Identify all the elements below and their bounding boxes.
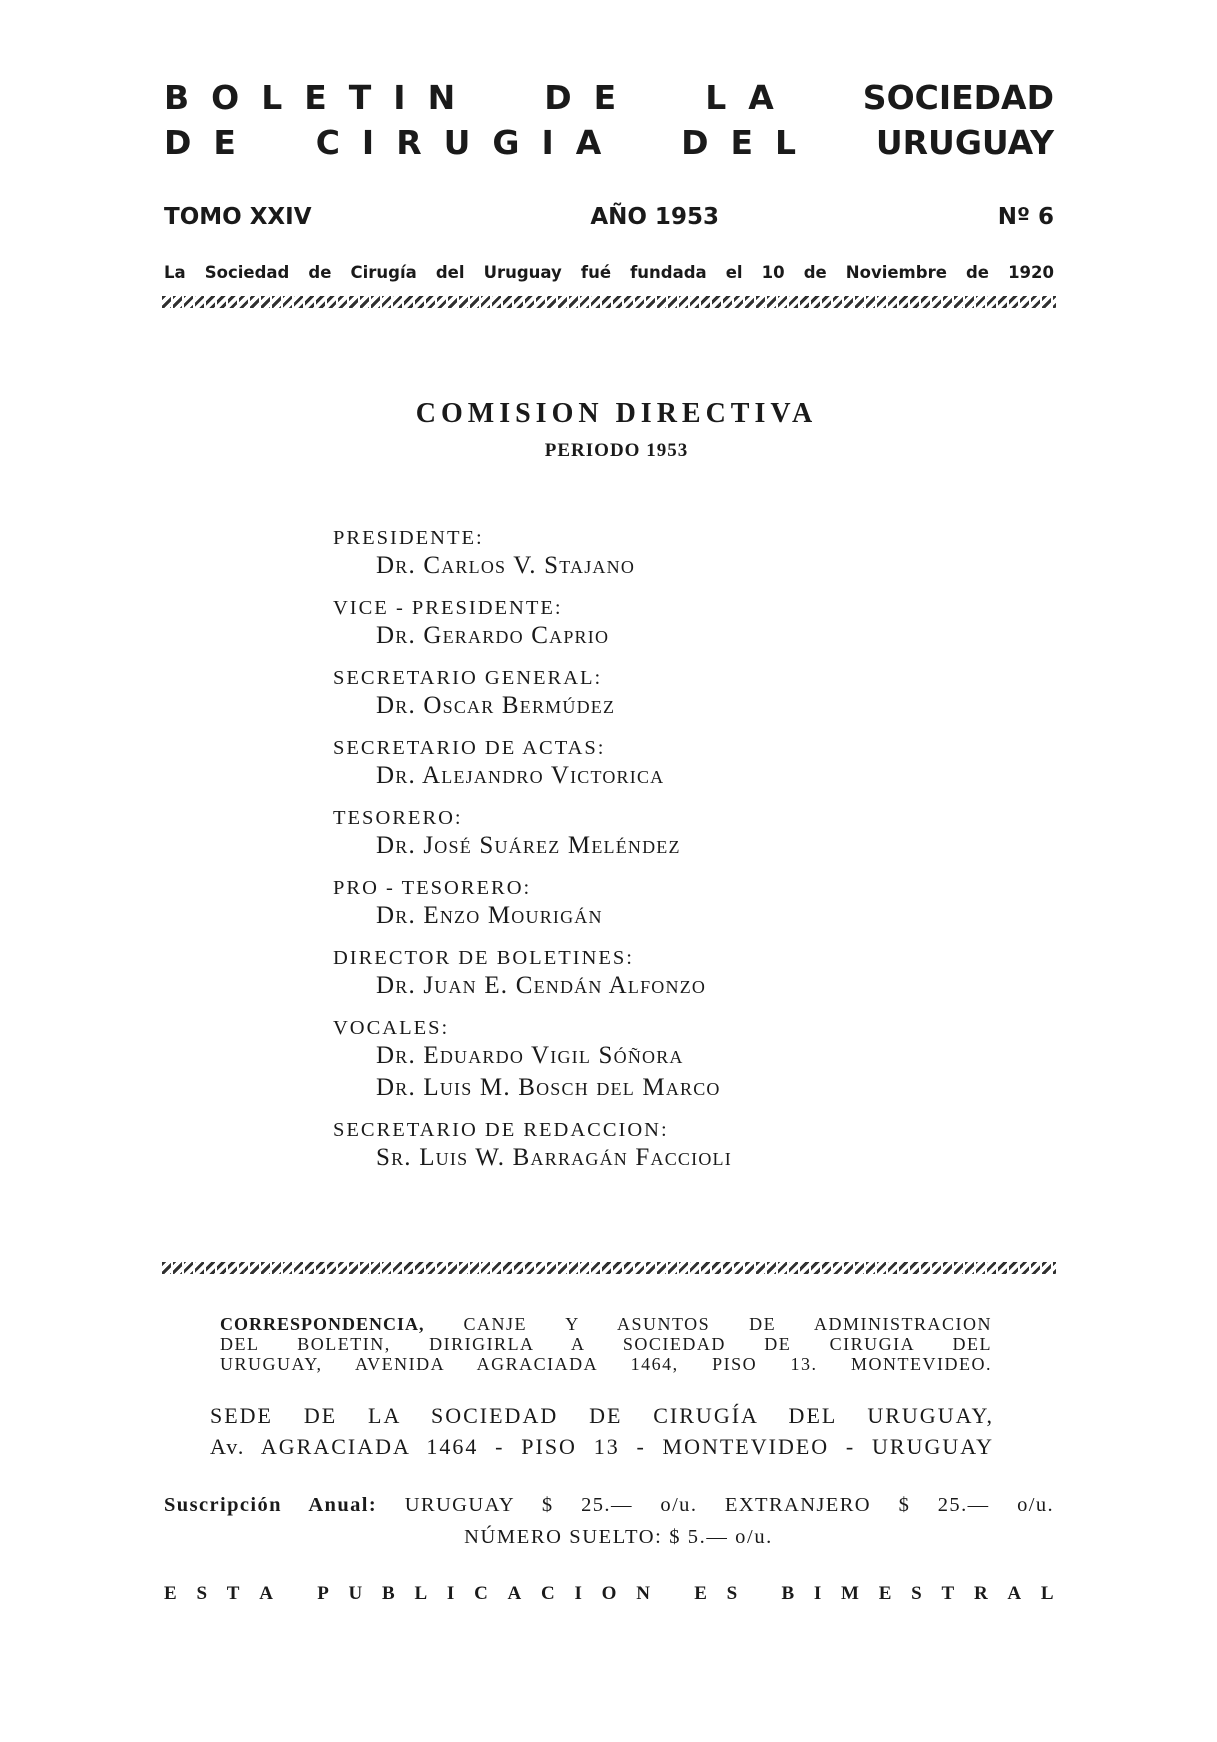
headquarters-address: [210, 1400, 994, 1462]
correspondence-note: [220, 1314, 992, 1374]
correspondence-line-3: URUGUAY, AVENIDA AGRACIADA 1464, PISO 13. MONTEVIDEO.: [220, 1354, 992, 1374]
single-issue-price: NÚMERO SUELTO: $ 5.— o/u.: [464, 1526, 773, 1548]
officer-name: Dr. Carlos V. Stajano: [376, 552, 636, 579]
frequency-letter: P: [317, 1583, 329, 1604]
frequency-letter: B: [781, 1583, 795, 1604]
title-word: DE: [544, 78, 639, 117]
title-word: CIRUGIA: [315, 123, 624, 162]
issue-info-row: [164, 203, 1054, 231]
officer-name: Dr. Enzo Mourigán: [376, 902, 603, 929]
officer-name: Dr. Juan E. Cendán Alfonzo: [376, 972, 707, 999]
officer-name: Dr. Gerardo Caprio: [376, 622, 610, 649]
sede-line-1: SEDE DE LA SOCIEDAD DE CIRUGÍA DEL URUGUAY,: [210, 1403, 994, 1428]
frequency-letter: E: [164, 1583, 177, 1604]
officer-role: VICE - PRESIDENTE:: [333, 597, 563, 619]
sede-line-2: Av. AGRACIADA 1464 - PISO 13 - MONTEVIDEO - URUGUAY: [210, 1434, 994, 1459]
frequency-letter: M: [841, 1583, 859, 1604]
officer-role: PRO - TESORERO:: [333, 877, 532, 899]
correspondence-line-1: [220, 1314, 992, 1334]
officer-entry: [333, 1016, 933, 1104]
title-word: BOLETIN: [164, 78, 478, 117]
frequency-letter: E: [878, 1583, 892, 1604]
frequency-letter: A: [507, 1583, 522, 1604]
officer-entry: [333, 946, 933, 1002]
frequency-letter: L: [1040, 1583, 1054, 1604]
officer-name: Dr. Eduardo Vigil Sóñora: [376, 1042, 684, 1069]
title-word: LA: [705, 78, 796, 117]
subscription-prices: URUGUAY $ 25.— o/u. EXTRANJERO $ 25.— o/u.: [404, 1494, 1054, 1516]
frequency-letter: E: [694, 1583, 707, 1604]
frequency-letter: S: [726, 1583, 738, 1604]
correspondence-heading: CORRESPONDENCIA,: [220, 1314, 425, 1334]
frequency-letter: B: [382, 1583, 395, 1604]
frequency-letter: S: [196, 1583, 208, 1604]
frequency-letter: [670, 1582, 675, 1606]
officer-name: Sr. Luis W. Barragán Faccioli: [376, 1144, 732, 1171]
board-period: PERIODO 1953: [544, 440, 689, 461]
frequency-letter: C: [474, 1583, 488, 1604]
tomo-label: TOMO XXIV: [164, 204, 312, 230]
officer-role: VOCALES:: [333, 1017, 450, 1039]
officer-entry: [333, 1118, 933, 1174]
officers-list: [333, 526, 933, 1188]
officer-name: Dr. Oscar Bermúdez: [376, 692, 616, 719]
officer-name: Dr. Luis M. Bosch del Marco: [376, 1074, 721, 1101]
founding-note: La Sociedad de Cirugía del Uruguay fué fundada el 10 de Noviembre de 1920: [164, 263, 1054, 282]
ornamental-divider-bottom: [162, 1262, 1056, 1274]
subscription-label: Suscripción Anual:: [164, 1494, 378, 1516]
frequency-letter: A: [1007, 1583, 1022, 1604]
officer-entry: [333, 736, 933, 792]
officer-role: TESORERO:: [333, 807, 463, 829]
frequency-letter: I: [446, 1583, 455, 1604]
correspondence-line-2: DEL BOLETIN, DIRIGIRLA A SOCIEDAD DE CIRUGIA DEL: [220, 1334, 992, 1354]
frequency-letter: L: [414, 1583, 428, 1604]
frequency-letter: C: [541, 1583, 555, 1604]
board-title: COMISION DIRECTIVA: [415, 398, 818, 429]
frequency-letter: A: [259, 1583, 273, 1604]
officer-entry: [333, 806, 933, 862]
frequency-letter: [757, 1582, 762, 1606]
publication-frequency: [164, 1582, 1054, 1606]
officer-role: SECRETARIO DE REDACCION:: [333, 1119, 669, 1141]
subscription-line: [164, 1490, 1054, 1520]
officer-entry: [333, 876, 933, 932]
title-word: SOCIEDAD: [862, 78, 1054, 117]
title-word: DEL: [681, 123, 819, 162]
frequency-letter: T: [226, 1583, 240, 1604]
officer-entry: [333, 526, 933, 582]
year-label: AÑO 1953: [590, 204, 719, 230]
title-word: DE: [164, 123, 258, 162]
ornamental-divider-top: [162, 296, 1056, 308]
frequency-letter: N: [636, 1583, 650, 1604]
frequency-letter: I: [574, 1583, 582, 1604]
officer-name: Dr. José Suárez Meléndez: [376, 832, 681, 859]
officer-role: SECRETARIO DE ACTAS:: [333, 737, 606, 759]
frequency-letter: R: [973, 1583, 988, 1604]
officer-name: Dr. Alejandro Victorica: [376, 762, 665, 789]
officer-role: SECRETARIO GENERAL:: [333, 667, 603, 689]
frequency-letter: I: [813, 1583, 822, 1604]
officer-role: PRESIDENTE:: [333, 527, 484, 549]
frequency-letter: O: [601, 1583, 617, 1604]
frequency-letter: S: [911, 1583, 922, 1604]
frequency-letter: [293, 1582, 298, 1606]
officer-entry: [333, 596, 933, 652]
journal-title-line-1: [164, 78, 1054, 118]
journal-title-line-2: [164, 123, 1054, 163]
frequency-letter: T: [941, 1583, 955, 1604]
officer-role: DIRECTOR DE BOLETINES:: [333, 947, 635, 969]
issue-number: Nº 6: [997, 204, 1054, 230]
officer-entry: [333, 666, 933, 722]
title-word: URUGUAY: [875, 123, 1054, 162]
correspondence-text: CANJE Y ASUNTOS DE ADMINISTRACION: [463, 1314, 992, 1334]
frequency-letter: U: [348, 1583, 363, 1604]
